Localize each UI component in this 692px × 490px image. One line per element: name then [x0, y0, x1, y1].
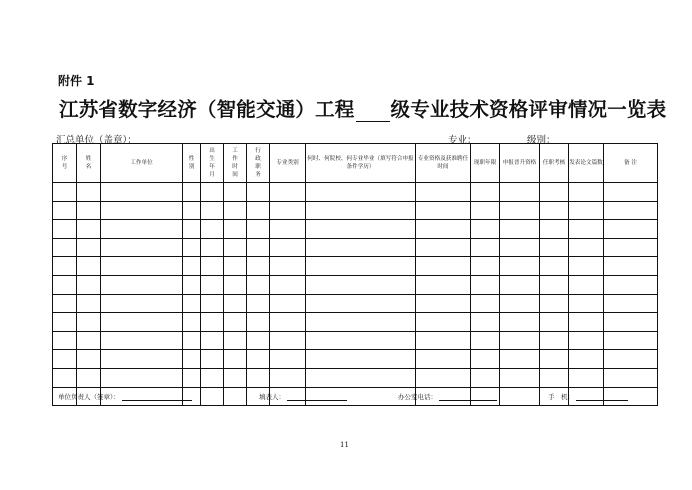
table-row [53, 201, 658, 220]
table-cell[interactable] [247, 368, 270, 387]
table-cell[interactable] [183, 294, 201, 313]
table-cell[interactable] [101, 183, 183, 202]
table-cell[interactable] [471, 275, 500, 294]
table-cell[interactable] [77, 238, 101, 257]
document-title [59, 94, 666, 122]
table-cell[interactable] [604, 257, 658, 276]
table-cell[interactable] [53, 294, 77, 313]
table-cell[interactable] [604, 220, 658, 239]
table-cell[interactable] [500, 238, 540, 257]
table-cell[interactable] [247, 331, 270, 350]
table-cell[interactable] [201, 183, 224, 202]
table-cell[interactable] [416, 201, 471, 220]
table-cell[interactable] [540, 368, 569, 387]
office-phone-line[interactable] [439, 393, 497, 401]
table-row [53, 368, 658, 387]
header-cell [101, 144, 183, 183]
table-cell[interactable] [101, 294, 183, 313]
table-cell[interactable] [247, 275, 270, 294]
leader-signature-line[interactable] [122, 393, 192, 401]
table-cell[interactable] [247, 220, 270, 239]
title-part-2: 级专业技术资格评审情况一览表 [390, 98, 667, 121]
table-row [53, 238, 658, 257]
table-cell[interactable] [540, 350, 569, 369]
footer-filler [259, 392, 347, 401]
table-header-row [53, 144, 658, 183]
table-cell[interactable] [306, 313, 416, 332]
header-label: 现职年限 [473, 160, 497, 166]
table-cell[interactable] [306, 368, 416, 387]
table-cell[interactable] [471, 350, 500, 369]
table-cell[interactable] [183, 331, 201, 350]
header-cell [500, 144, 540, 183]
table-cell[interactable] [604, 275, 658, 294]
table-body [53, 183, 658, 406]
table-cell[interactable] [247, 313, 270, 332]
table-cell[interactable] [500, 183, 540, 202]
footer-filler-label: 填表人： [259, 393, 285, 401]
table-cell[interactable] [500, 331, 540, 350]
table-row [53, 350, 658, 369]
table-cell[interactable] [224, 220, 247, 239]
table-cell[interactable] [604, 201, 658, 220]
table-cell[interactable] [247, 294, 270, 313]
table-cell[interactable] [224, 183, 247, 202]
header-cell [77, 144, 101, 183]
table-cell[interactable] [471, 313, 500, 332]
table-cell[interactable] [224, 331, 247, 350]
header-label: 备 注 [624, 160, 637, 166]
header-label: 性别 [188, 156, 195, 170]
table-cell[interactable] [270, 183, 306, 202]
header-label: 何时、何院校、何专业毕业（填写符合申报条件学历） [307, 156, 414, 170]
table-cell[interactable] [306, 238, 416, 257]
header-cell [270, 144, 306, 183]
header-cell [604, 144, 658, 183]
header-label: 行政职务 [255, 148, 261, 178]
header-cell [224, 144, 247, 183]
table-cell[interactable] [471, 368, 500, 387]
table-cell[interactable] [416, 238, 471, 257]
table-cell[interactable] [471, 294, 500, 313]
table-cell[interactable] [306, 220, 416, 239]
table-cell[interactable] [53, 220, 77, 239]
table-cell[interactable] [569, 257, 604, 276]
table-cell[interactable] [416, 368, 471, 387]
table-cell[interactable] [306, 350, 416, 369]
table-cell[interactable] [416, 183, 471, 202]
table-cell[interactable] [270, 257, 306, 276]
table-cell[interactable] [201, 387, 224, 406]
table-cell[interactable] [201, 313, 224, 332]
table-cell[interactable] [53, 331, 77, 350]
table-cell[interactable] [540, 313, 569, 332]
table-cell[interactable] [270, 201, 306, 220]
table-cell[interactable] [224, 387, 247, 406]
header-cell [53, 144, 77, 183]
footer-office-phone-label: 办公室电话： [398, 393, 437, 401]
table-cell[interactable] [247, 238, 270, 257]
table-cell[interactable] [306, 331, 416, 350]
table-cell[interactable] [101, 257, 183, 276]
summary-unit-label: 汇总单位（盖章）： [56, 135, 137, 146]
table-cell[interactable] [540, 220, 569, 239]
table-cell[interactable] [306, 257, 416, 276]
table-row [53, 257, 658, 276]
table-cell[interactable] [471, 257, 500, 276]
table-cell[interactable] [540, 201, 569, 220]
table-cell[interactable] [53, 368, 77, 387]
table-cell[interactable] [604, 350, 658, 369]
table-cell[interactable] [471, 220, 500, 239]
table-cell[interactable] [569, 331, 604, 350]
table-cell[interactable] [416, 220, 471, 239]
table-cell[interactable] [224, 275, 247, 294]
table-cell[interactable] [201, 331, 224, 350]
table-cell[interactable] [270, 350, 306, 369]
table-cell[interactable] [500, 350, 540, 369]
table-cell[interactable] [569, 238, 604, 257]
header-label: 序号 [61, 156, 68, 170]
table-cell[interactable] [604, 368, 658, 387]
table-cell[interactable] [500, 294, 540, 313]
table-cell[interactable] [101, 350, 183, 369]
table-cell[interactable] [540, 331, 569, 350]
table-cell[interactable] [270, 294, 306, 313]
table-cell[interactable] [224, 294, 247, 313]
header-label: 申报晋升资格 [502, 160, 537, 166]
table-cell[interactable] [53, 183, 77, 202]
table-cell[interactable] [247, 183, 270, 202]
table-cell[interactable] [183, 350, 201, 369]
footer-mobile [548, 392, 628, 401]
table-cell[interactable] [416, 275, 471, 294]
table-row [53, 275, 658, 294]
table-cell[interactable] [604, 313, 658, 332]
table-cell[interactable] [101, 313, 183, 332]
table-cell[interactable] [101, 220, 183, 239]
header-cell [569, 144, 604, 183]
footer-mobile-label: 手 机： [548, 393, 574, 401]
table-cell[interactable] [53, 257, 77, 276]
table-cell[interactable] [183, 183, 201, 202]
header-cell [471, 144, 500, 183]
table-row [53, 331, 658, 350]
table-cell[interactable] [247, 350, 270, 369]
table-cell[interactable] [270, 220, 306, 239]
table-cell[interactable] [471, 201, 500, 220]
table-cell[interactable] [201, 201, 224, 220]
table-cell[interactable] [101, 238, 183, 257]
header-label: 工作时间 [232, 148, 238, 178]
table-cell[interactable] [183, 368, 201, 387]
table-cell[interactable] [604, 238, 658, 257]
header-label: 工作单位 [130, 160, 153, 166]
table-cell[interactable] [224, 350, 247, 369]
page-number: 11 [340, 441, 349, 449]
header-cell [183, 144, 201, 183]
table-cell[interactable] [183, 201, 201, 220]
table-cell[interactable] [471, 238, 500, 257]
header-label: 专业资格及获准聘任时间 [417, 156, 469, 170]
table-cell[interactable] [77, 275, 101, 294]
table-cell[interactable] [183, 257, 201, 276]
header-label: 姓名 [85, 156, 92, 170]
table-cell[interactable] [569, 313, 604, 332]
table-cell[interactable] [604, 331, 658, 350]
table-cell[interactable] [569, 220, 604, 239]
table-cell[interactable] [416, 350, 471, 369]
table-cell[interactable] [77, 331, 101, 350]
table-cell[interactable] [569, 275, 604, 294]
table-cell[interactable] [77, 220, 101, 239]
attachment-label: 附件 1 [58, 74, 95, 88]
table-cell[interactable] [306, 294, 416, 313]
table-cell[interactable] [53, 238, 77, 257]
table-cell[interactable] [224, 238, 247, 257]
table-cell[interactable] [183, 238, 201, 257]
table-cell[interactable] [247, 257, 270, 276]
footer-leader-label: 单位负责人（签章）： [58, 393, 120, 401]
table-cell[interactable] [270, 313, 306, 332]
table-cell[interactable] [540, 257, 569, 276]
table-cell[interactable] [270, 331, 306, 350]
header-label: 任职考核 [542, 160, 566, 166]
table-cell[interactable] [500, 275, 540, 294]
table-cell[interactable] [416, 294, 471, 313]
table-cell[interactable] [201, 275, 224, 294]
table-cell[interactable] [604, 294, 658, 313]
mobile-line[interactable] [576, 393, 628, 401]
header-cell [540, 144, 569, 183]
table-cell[interactable] [540, 238, 569, 257]
table-cell[interactable] [183, 275, 201, 294]
table-cell[interactable] [53, 350, 77, 369]
table-cell[interactable] [101, 201, 183, 220]
table-cell[interactable] [416, 313, 471, 332]
level-label: 级别： [527, 135, 556, 146]
table-cell[interactable] [569, 368, 604, 387]
table-cell[interactable] [500, 201, 540, 220]
table-cell[interactable] [101, 331, 183, 350]
review-table [52, 143, 658, 406]
header-cell [201, 144, 224, 183]
table-cell[interactable] [77, 350, 101, 369]
title-blank-line [356, 103, 390, 122]
table-cell[interactable] [201, 368, 224, 387]
table-cell[interactable] [201, 220, 224, 239]
table-cell[interactable] [306, 275, 416, 294]
table-cell[interactable] [53, 201, 77, 220]
header-label: 发表论文篇数 [569, 160, 603, 166]
table-cell[interactable] [53, 275, 77, 294]
table-cell[interactable] [416, 257, 471, 276]
table-cell[interactable] [224, 257, 247, 276]
table-cell[interactable] [270, 275, 306, 294]
title-part-1: 江苏省数字经济（智能交通）工程 [59, 98, 355, 121]
table-cell[interactable] [471, 331, 500, 350]
table-cell[interactable] [201, 350, 224, 369]
header-cell [247, 144, 270, 183]
table-cell[interactable] [224, 313, 247, 332]
footer-leader [58, 392, 192, 401]
table-cell[interactable] [77, 313, 101, 332]
table-cell[interactable] [77, 183, 101, 202]
table-cell[interactable] [77, 257, 101, 276]
header-cell [416, 144, 471, 183]
table-cell[interactable] [77, 201, 101, 220]
table-row [53, 183, 658, 202]
table-cell[interactable] [224, 201, 247, 220]
table-row [53, 313, 658, 332]
table-cell[interactable] [500, 368, 540, 387]
table-row [53, 294, 658, 313]
table-cell[interactable] [471, 183, 500, 202]
table-cell[interactable] [183, 220, 201, 239]
footer-office-phone [398, 392, 497, 401]
table-cell[interactable] [270, 238, 306, 257]
table-cell[interactable] [604, 183, 658, 202]
table-cell[interactable] [77, 368, 101, 387]
table-cell[interactable] [201, 294, 224, 313]
table-cell[interactable] [500, 387, 540, 406]
table-cell[interactable] [569, 201, 604, 220]
table-row [53, 220, 658, 239]
table-cell[interactable] [306, 201, 416, 220]
table-cell[interactable] [247, 201, 270, 220]
header-label: 专业类别 [276, 160, 299, 166]
table-cell[interactable] [77, 294, 101, 313]
table-cell[interactable] [270, 368, 306, 387]
table-cell[interactable] [500, 313, 540, 332]
major-label: 专业： [448, 135, 477, 146]
table-cell[interactable] [569, 350, 604, 369]
table-cell[interactable] [540, 183, 569, 202]
table-cell[interactable] [53, 313, 77, 332]
filler-signature-line[interactable] [287, 393, 347, 401]
table-cell[interactable] [224, 368, 247, 387]
table-cell[interactable] [201, 257, 224, 276]
table-cell[interactable] [540, 275, 569, 294]
table-cell[interactable] [101, 368, 183, 387]
table-cell[interactable] [201, 238, 224, 257]
header-label: 出生年月 [209, 148, 215, 178]
table-cell[interactable] [569, 183, 604, 202]
header-cell [306, 144, 416, 183]
table-cell[interactable] [500, 257, 540, 276]
table-cell[interactable] [416, 331, 471, 350]
table-cell[interactable] [306, 183, 416, 202]
table-cell[interactable] [540, 294, 569, 313]
table-cell[interactable] [569, 294, 604, 313]
table-cell[interactable] [500, 220, 540, 239]
table-cell[interactable] [101, 275, 183, 294]
table-cell[interactable] [183, 313, 201, 332]
